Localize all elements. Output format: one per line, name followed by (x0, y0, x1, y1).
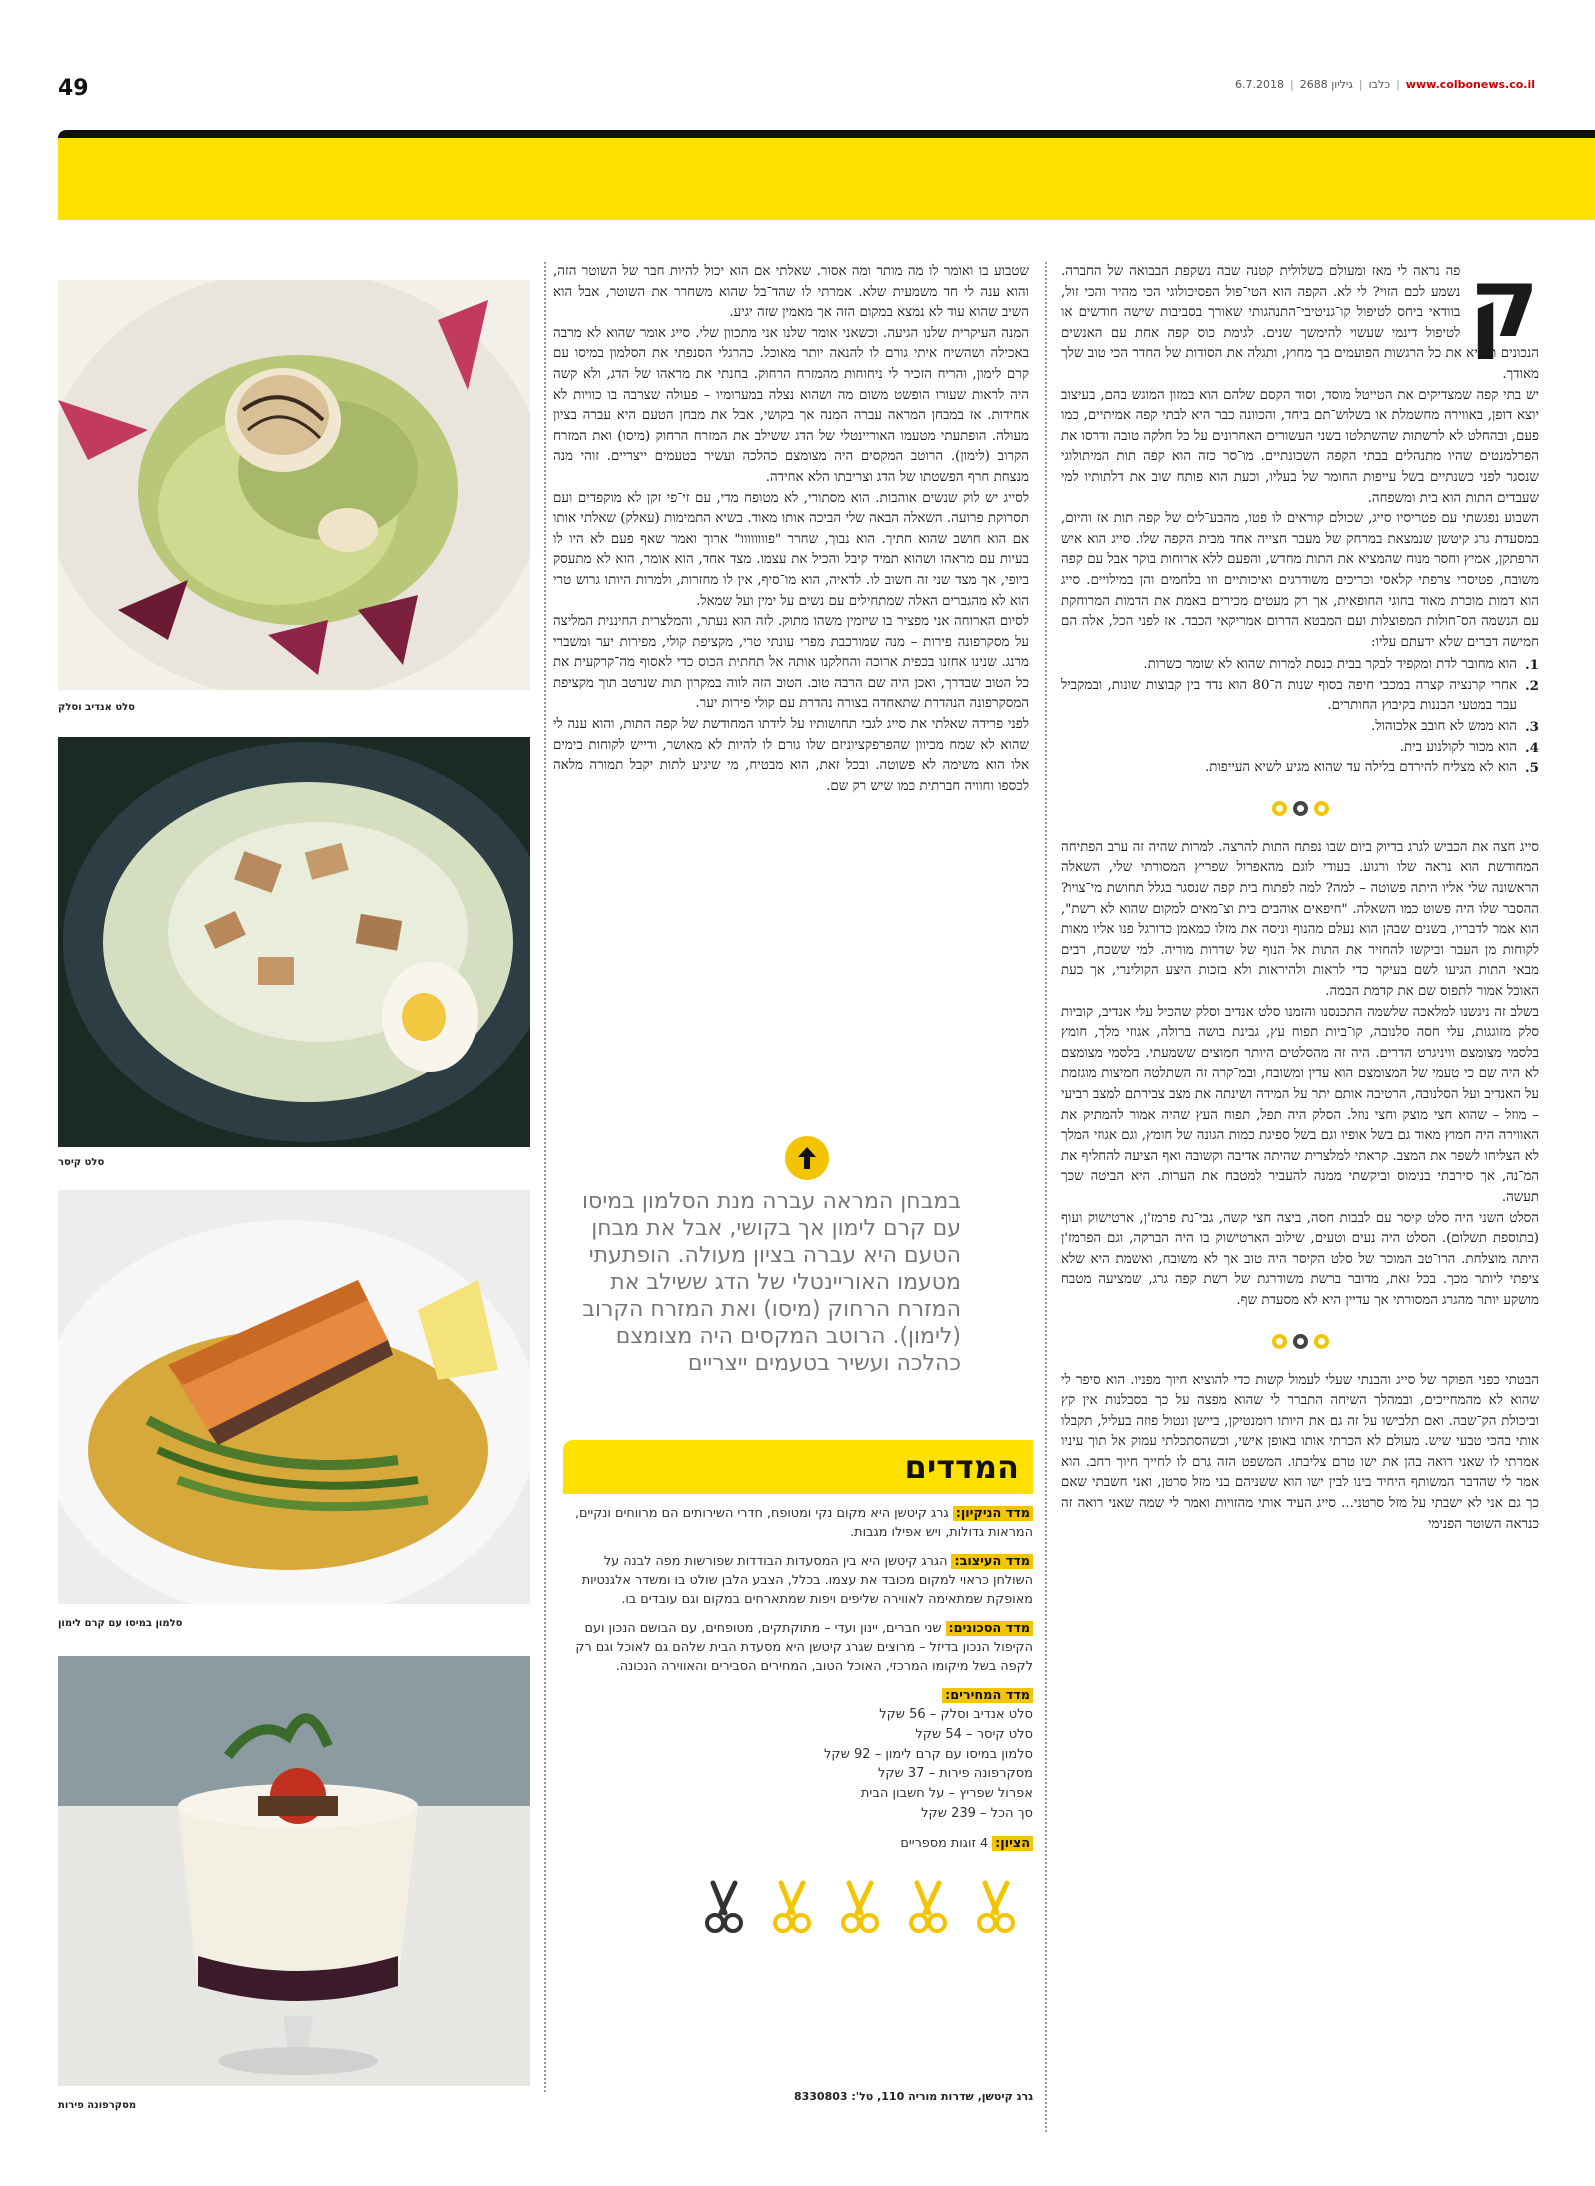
article-middle-column (553, 262, 1029, 797)
list-item: 3. הוא ממש לא חובב אלכוהול. (1370, 719, 1539, 736)
article-paragraph: לסיום הארוחה אני מפציר בו שיזמין משהו מתוק. לזה הוא נעתר, והמלצרית החיננית המליצה על מסקרפונה פירות – מנה שמורכבת מפרי עונתי טרי, מקציפת קולי, מפירות יער ומשברי מרנג. שנינו אחזנו בכפית ארוכה והחלקנו אותה אל תחתית הכוס כדי לאסוף מה־קרקעית את כל הטוב שבדרך, ואכן היה שם הרבה טוב. הטוב הזה לווה במקרון תות שנרטב תוך מקציפת המסקרפונה הנהדרת שתאחדה בצורה נהדרת עם קולי פירות יער. (553, 614, 1029, 712)
article-right-column (1060, 247, 1539, 1535)
page-number: 49 (58, 76, 89, 101)
scissors-icon (899, 1879, 955, 1935)
scissors-icon (695, 1879, 751, 1935)
ratings-title: המדדים (563, 1440, 1033, 1494)
facts-list (1061, 655, 1539, 779)
photo-caption: סלט אנדיב וסלק (58, 702, 135, 713)
top-rule (58, 130, 1595, 138)
scissors-icon (831, 1879, 887, 1935)
paper-name: כלבו (1368, 78, 1391, 91)
article-paragraph: לסייג יש לוק שנשים אוהבות. הוא מסתורי, לא מטופח מדי, עם זי־פי זקן לא מוקפדים ועם תסרוקת פרועה. השאלה הבאה שלי הביכה אותו מאוד. בשיא התמימות (עאלק) שאלתי אותו אם הוא חושב שהוא חתיך. הוא נבוך, שחרר "פוווווווו" ארוך ואמר שאף פעם לא היו לו בעיות עם מראהו ושהוא תמיד קיבל והכיל את עצמו. מצד אחד, הוא אומר, הוא לא מתעסק ביופי, אך מצד שני זה חשוב לו. לדאיה, הוא מו־סיף, אין לו מחזרות, ולמרות היותו גרוש טרי הוא לא מהגברים האלה שמתחילים עם נשים על ימין ועל שמאל. (553, 490, 1029, 609)
prices-rating: מדד המחירים: סלט אנדיב וסלק – 56 שקל סלט קיסר – 54 שקל סלמון במיסו עם קרם לימון – 92 שקל מסקרפונה פירות – 37 שקל אפרול שפריץ – על חשבון הבית סך הכל – 239 שקל (563, 1686, 1033, 1824)
arrow-up-icon (785, 1136, 829, 1180)
photo-caption: סלט קיסר (58, 1157, 105, 1168)
list-item: 1. הוא מחובר לדת ומקפיד לבקר בבית כנסת למרות שהוא לא שומר כשרות. (1143, 657, 1539, 674)
list-item: 5. הוא לא מצליח להירדם בלילה עד שהוא מגיע לשיא העייפות. (1204, 760, 1539, 777)
mascarpone-dessert-photo (58, 1656, 530, 2086)
scissors-score (563, 1879, 1023, 1935)
article-paragraph: לפני פרידה שאלתי את סייג לגבי תחושותיו על לידתו המחודשת של קפה התות, והוא ענה לי שהוא לא שמח מכיוון שהפרפקציוניזם שלו גורם לו להיות לא מאושר, ודייש לקוחות בימים אלו הוא משימה לא פשוטה. ובכל זאת, הוא מבטיח, מי שיגיע לתות יקבל תמורה מלאה לכספו וחוויה חברתית כמו שיש רק שם. (553, 717, 1029, 794)
price-line: סלמון במיסו עם קרם לימון – 92 שקל (824, 1746, 1033, 1762)
drop-cap: ק (1468, 247, 1539, 359)
masthead: www.colbonews.co.il | כלבו | גיליון 2688 | 6.7.2018 (1235, 78, 1535, 91)
article-paragraph: המנה העיקרית שלנו הגיעה. וכשאני אומר שלנו אני מתכוון שלי. סייג אומר שהוא לא מרבה באכילה ושהשיח איתי גורם לו להנאה יותר מאוכל. כהרגלי הסנפתי את הסלמון במיסו עם קרם לימון, והריח הזכיר לי ניחוחות מהמזרח הרחוק. בחנתי את מראהו של הדג, ולא קשה היה לראות שעורו הופשט משום מה ושהוא נצלה במערומיו – פעולה שצרבה בו כוויות לא אחידות. אז במבחן המראה עברה המנה אך בקושי, אבל את מבחן הטעם היא עברה בציון מעולה. הופתעתי מטעמו האוריינטלי של הדג ששילב את המזרח הרחוק (מיסו) ואת המזרח הקרוב (לימון). הרוטב המקסים היה מצומצם כהלכה ועשיר בטעמים ייצריים. זוהי מנה מנצחת חרף הפשטתו של הדג וצריבתו הלא אחידה. (553, 325, 1029, 485)
price-line: מסקרפונה פירות – 37 שקל (877, 1766, 1033, 1782)
site-url[interactable]: www.colbonews.co.il (1405, 78, 1535, 91)
column-divider (544, 262, 546, 2092)
scissors-icon (763, 1879, 819, 1935)
issue-number: גיליון 2688 (1299, 78, 1353, 91)
score-rating: הציון:4 זוגות מספריים (563, 1834, 1033, 1853)
price-line: אפרול שפריץ – על חשבון הבית (860, 1786, 1033, 1802)
issue-date: 6.7.2018 (1235, 78, 1284, 91)
pull-quote-text: במבחן המראה עברה מנת הסלמון במיסו עם קרם לימון אך בקושי, אבל את מבחן הטעם היא עברה בציון מעולה. הופתעתי מטעמו האוריינטלי של הדג ששילב את המזרח הרחוק (מיסו) ואת המזרח הקרוב (לימון). הרוטב המקסים היה מצומצם כהלכה ועשיר בטעמים ייצריים (582, 1189, 961, 1376)
photo-caption: מסקרפונה פירות (58, 2100, 137, 2111)
list-item: 4. הוא מכור לקולנוע בית. (1399, 739, 1539, 756)
pull-quote (553, 1140, 1029, 1377)
salmon-photo (58, 1190, 530, 1604)
article-paragraph: הבטתי כפני הפוקר של סייג והבנתי שעלי לעמול קשות כדי להוציא חיוך מפניו. הוא סיפר לי שהוא לא מהמחייכים, ובמהלך השיחה התברר לי שהוא מפצה על כך בסבלנות אין קץ וביכולת הק־שבה. ואם תלבישו על זה גם את היותו רומנטיקן, ביישן ונטול פוזה בעליל, תקבלו אותי בהכי טבעי שיש. מעולם לא הכרתי אותו באופן אישי, וכשהסתכלתי עמוק אל תוך עיניו אמרתי לו שאני רואה בהן את ישו טרם צליבתו. המשפט הזה גרם לו לחייך חיוך רחב. הוא אמר לי שהדבר המשותף היחיד בינו לבין ישו הוא ששניהם בני מזל סרטן, ואני חשבתי שאם כך גם אני לא ישבתי על מזל סרטני... סייג העיד אותי מהזויות ואמר לי שמה שאני רואה זה כנראה השוטר הפנימי (1061, 1372, 1539, 1532)
list-item: 2. אחרי קרנציה קצרה במכבי חיפה בסוף שנות ה־80 הוא נדד בין קבוצות שונות, ובמקביל עבר במטעי הבננות בקיבוץ החותרים. (1061, 677, 1539, 714)
column-divider (1045, 262, 1047, 2132)
price-line: סך הכל – 239 שקל (921, 1805, 1033, 1821)
caesar-salad-photo (58, 737, 530, 1147)
cleanliness-rating: מדד הניקיון:גרג קיטשן היא מקום נקי ומטופח, חדרי השירותים הם מרווחים ונקיים, המראות גדולות, ויש אפילו מגבות. (574, 1506, 1033, 1540)
photo-caption: סלמון במיסו עם קרם לימון (58, 1618, 183, 1629)
endive-beet-salad-photo (58, 280, 530, 690)
design-rating: מדד העיצוב:הגרג קיטשן היא בין המסעדות הבודדות שפורשות מפה לבנה על השולחן כראוי למקום מכובד את עצמו. בכלל, הצבע הלבן שולט בו ומשדר אלגנטיות מאופקת שמתאימה לאווירה שליפים ויפות שמתארחים במקום וגם עובדים בו. (581, 1554, 1033, 1607)
article-paragraph: שטבוע בו ואומר לו מה מותר ומה אסור. שאלתי אם הוא יכול להיות חבר של השוטר הזה, והוא ענה לי חד משמעית שלא. אמרתי לו שהד־בל שהוא משחרר את השוטר, אבל הוא השיב שהוא עוד לא נמצא במקום הזה אך מאמין שזה יגיע. (553, 264, 1029, 321)
article-paragraph: פה נראה לי מאז ומעולם כשלולית קטנה שבה נשקפת הבבואה של החברה. נשמע לכם הזוי? לי לא. הקפה הוא הטי־פול הפסיכולוגי הכי מהיר והכי זול, בוודאי ביחס לטיפול קו־גניטיבי־התנהגותי שאורך בסביבות שישה חודשים או לטיפול דינמי שעשוי להימשך שנים. לגימת כוס קפה אחת עם האנשים הנכונים תוציא את כל הרגשות הפועמים בך מחוץ, ותגלה את הסודות של החדר הכי טוב שלך מאודך. (1061, 264, 1539, 382)
price-line: סלט קיסר – 54 שקל (915, 1726, 1033, 1742)
yellow-header-band (58, 138, 1595, 220)
article-paragraph: סייג חצה את הכביש לגרג בדיוק ביום שבו נפתח התות להרצה. למרות שהיה זה ערב הפתיחה המחודשת הוא נראה שלו ורגוע. בעודי לוגם מהאפרול שפריץ המסורתי שלי, השאלה הראשונה שלי אליו היתה פשוטה – למה? למה לפתוח בית קפה שנסגר בגלל תחושת מי־צויו? ההסבר שלו היה פשוט כמו השאלה. "חיפאים אוהבים בית וצ־מאים למקום שהוא לא רשת", הוא אמר לדבריו, בשנים שבהן הוא נעלם מהנוף וניסה את מזלו כמאמן כדורגל פנו אליו מאות לקוחות מן העבר וביקשו להחזיר את התות אל הנוף של שדרות מוריה. למי ששכח, רבים מבאי התות הגיעו לשם בעיקר כדי לראות ולהיראות ולא בזכות היצע הקולינרי, אך כעת האוכל אמור לתפוס שם את קדמת הבמה. (1061, 839, 1539, 999)
price-line: סלט אנדיב וסלק – 56 שקל (879, 1707, 1033, 1722)
section-separator (1061, 1334, 1539, 1349)
article-paragraph: הסלט השני היה סלט קיסר עם לבבות חסה, ביצה חצי קשה, גבי־נת פרמז'ן, ארטישוק ועוף (בתוספת תשלום). הסלט היה נעים וטעים, שילוב הארטישוק בו היה הברקה, וגם הפרמז'ן היתה מוצלחת. הרו־טב המוכר של סלט הקיסר היה טוב אך לא משובח, ואשמת היא שלא ציפתי ליותר מכך. בכל זאת, מדובר ברשת משודרגת של רשת קפה גרג, שמציעה מטבח מושקע יותר מהגרג המסורתי אך עדיין היא לא מסעדת שף. (1061, 1210, 1539, 1308)
article-paragraph: בשלב זה ניגשנו למלאכה שלשמה התכנסנו והזמנו סלט אנדיב וסלק שהכיל עלי אנדיב, קוביות סלק מזוגגות, עלי חסה סלנובה, קו־ביות תפוח עץ, גבינת בושה ברולה, אגוזי מלך, חומץ בלסמי מצומצם וויניגרט הדרים. היה זה מהסלטים היותר חמוצים ששמעתי. בלסמי מצומצם לא היה שם כי טעמי של המצומצם הוא עדין ומשובח, ובמ־קרה זה השתלטה חמיצות מוגזמת על האנדיב ועל הסלנובה, הרטיבה אותם יתר על המידה ושינתה את מצב צבירתם למצב רביעי – מוזל – שהוא חצי מוצק וחצי נוזל. הסלק היה תפל, תפוח העץ שהיה אמור להמתיק את האווירה היה חמוץ מאוד גם בשל אופיו וגם בשל ספיגת כמות הגונה של חומץ, וגם אגוזי המלך לא הצליחו לשפר את המצב. קראתי למלצרית שהיתה אדיבה וקשובה ואף הציעה להחליף את המ־נה, אך סירבתי בנימוס וביקשתי ממנה להעביר למטבח את הערות. היא הביטה שכך תעשה. (1060, 1004, 1539, 1205)
article-paragraph: השבוע נפגשתי עם פטריסיו סייג, שכולם קוראים לו פטו, מהבע־לים של קפה תות אז והיום, במסעדת גרג קיטשן שנמצאת במרחק של מעבר חצייה אחד מבית הקפה שלו. סייג הוא איש הרפתקן, אמיץ וחסר מנוח שהמציא את התות מחדש, והפעם ללא ארוחות בוקר אבל עם קפה משובח, פטיסרי צרפתי קלאסי וכריכים משודרגים ואיכותיים וזו בלחמים והן במילויים. סייג הוא דמות מוכרת מאוד בחוגי החופאית, אך רק מעטים מכירים באמת את הדמות המרוחקת עם הנשמה הס־חולות המפוצלות ועם המבטא הדרום אמריקאי הכבד. אז לפני הכל, אלה הם חמישה דברים שלא ידעתם עליו: (1061, 511, 1539, 650)
diners-rating: מדד הסכונים:שני חברים, יינון ועדי – מתוקתקים, מטופחים, עם הבושם הנכון ועם הקיפול הנכון בדיזל – מרוצים שגרג קיטשן היא מסעדת הבית שלהם גם לאוכל וגם רק לקפה בשל מיקומו המרכזי, האוכל הטוב, המחירים הסבירים והאווירה הנכונה. (575, 1621, 1033, 1674)
section-separator (1061, 801, 1539, 816)
restaurant-address: גרג קיטשן, שדרות מוריה 110, טל': 8330803 (793, 2090, 1033, 2103)
ratings-box (563, 1440, 1033, 1935)
scissors-icon (967, 1879, 1023, 1935)
article-paragraph: יש בתי קפה שמצדיקים את הטייטל מוסד, וסוד הקסם שלהם הוא במזון המוגש בהם, בעיצוב יוצא דופן, באווירה מחשמלת או בשלוש־תם ביחד, והכוונה כבר היא לבתי קפה אמיתיים, כמו פעם, ובהחלט לא לרשתות שהשתלטו בשני העשורים האחרונים על כל חלקה טובה ודרסו את הפרלמנטים שהיו מתנהלים בבתי הקפה השכונתיים. מו־סר כזה הוא קפה תות המיתולוגי שנסגר לפני כשנתיים בשל עייפות החומר של בעליו, וכעת הוא פותח שוב את דלתותיו למי שעבדים התות הוא בית ומשפחה. (1061, 387, 1539, 506)
